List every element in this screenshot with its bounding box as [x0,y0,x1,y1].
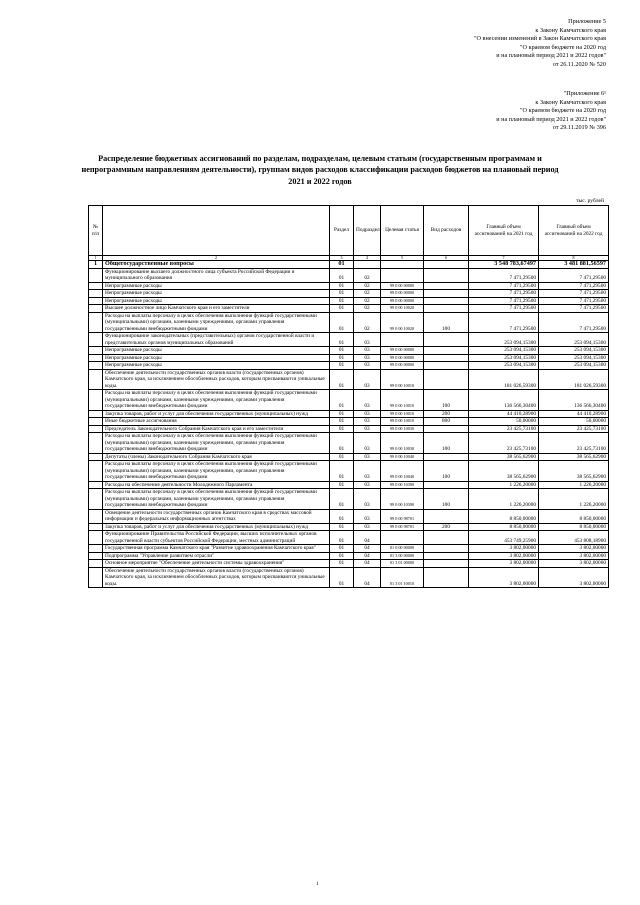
row-amount-2021: 7 471,29500 [469,305,539,313]
row-target-article: 99 0 00 98701 [381,523,424,531]
row-amount-2021: 181 026,59300 [469,369,539,390]
row-target-article [381,531,424,545]
row-amount-2022: 7 471,29500 [539,305,609,313]
row-name: Закупка товаров, работ и услуг для обеспечения государственных (муниципальных) нужд [103,523,330,531]
row-amount-2022: 181 026,59300 [539,369,609,390]
row-expense-type: 100 [424,312,469,333]
row-number [89,567,103,588]
table-row [89,552,609,560]
row-expense-type: 200 [424,523,469,531]
row-number [89,369,103,390]
row-amount-2022: 23 425,73100 [539,425,609,433]
row-number [89,523,103,531]
row-section: 01 [330,567,354,588]
row-name: Освещение деятельности государственных органов Камчатского края в средствах массовой информации и федеральных информационных агентствах [103,509,330,523]
row-subsection: 03 [354,333,381,347]
table-row [89,268,609,282]
row-name: Обеспечение деятельности государственных органов власти (государственных органов) Камчатского края, за исключением обособленных расходов, которым присваиваются уникальные коды. [103,369,330,390]
row-amount-2022: 7 471,29500 [539,290,609,298]
row-target-article: 99 0 00 10040 [381,453,424,461]
row-target-article: 99 0 00 10030 [381,425,424,433]
row-amount-2021: 7 471,29500 [469,312,539,333]
col-header-expense-type: Вид расходов [424,206,469,256]
row-name: Расходы на выплаты персоналу в целях обеспечения выполнения функций государственными (муниципальными) органами, казенными учреждениями, органами управления государственными внебюджетными фондами [103,433,330,454]
table-row [89,347,609,355]
row-expense-type [424,347,469,355]
table-row [89,390,609,411]
row-subsection: 03 [354,481,381,489]
col-header-2022: Главный объем ассигнований на 2022 год [539,206,609,256]
row-subsection: 02 [354,312,381,333]
table-row [89,418,609,426]
row-amount-2022: 3 802,00000 [539,560,609,568]
header-line: к Закону Камчатского края [535,98,606,106]
unit-label: тыс. рублей [576,198,604,204]
row-amount-2021: 38 565,62900 [469,453,539,461]
table-row [89,453,609,461]
table-row [89,333,609,347]
header-line: Приложение 5 [568,18,606,25]
row-amount-2021: 38 565,62900 [469,461,539,482]
row-amount-2022: 3 802,00000 [539,545,609,553]
row-number [89,297,103,305]
row-amount-2022: 136 566,30400 [539,390,609,411]
row-amount-2022: 253 094,15300 [539,354,609,362]
row-section: 01 [330,261,354,269]
row-target-article: 99 0 00 00000 [381,297,424,305]
row-number [89,282,103,290]
row-name: Высшее должностное лицо Камчатского края и его заместители [103,305,330,313]
row-number [89,433,103,454]
row-section: 01 [330,410,354,418]
row-section: 01 [330,461,354,482]
table-row [89,305,609,313]
row-expense-type: 100 [424,390,469,411]
row-section: 01 [330,362,354,370]
row-number [89,560,103,568]
row-number [89,268,103,282]
column-number: 8 [539,256,609,261]
row-expense-type [424,531,469,545]
appendix-header [474,18,606,70]
table-row [89,531,609,545]
header-line: "О внесении изменений в Закон Камчатского края [474,35,606,43]
row-subsection: 04 [354,552,381,560]
row-section: 01 [330,333,354,347]
row-target-article: 99 0 00 10010 [381,410,424,418]
row-expense-type: 100 [424,461,469,482]
row-target-article: 01 3 00 00000 [381,552,424,560]
row-amount-2022: 253 094,15300 [539,347,609,355]
row-amount-2022: 50,00000 [539,418,609,426]
row-expense-type [424,290,469,298]
row-section: 01 [330,560,354,568]
table-header-row [89,206,609,256]
row-amount-2022: 453 808,18900 [539,531,609,545]
row-number [89,425,103,433]
row-name: Расходы на обеспечение деятельности Молодежного Парламента [103,481,330,489]
row-target-article: 99 0 00 00000 [381,347,424,355]
row-expense-type [424,481,469,489]
row-subsection: 03 [354,362,381,370]
row-target-article: 99 0 00 10040 [381,461,424,482]
row-number [89,509,103,523]
row-amount-2021: 1 226,20000 [469,481,539,489]
row-expense-type [424,362,469,370]
row-name: Непрограммные расходы [103,347,330,355]
table-row [89,545,609,553]
row-section: 01 [330,347,354,355]
row-number [89,453,103,461]
row-number [89,410,103,418]
row-amount-2022: 38 565,62900 [539,461,609,482]
table-row [89,433,609,454]
header-line: "Приложение 6¹ [563,90,606,97]
column-number: 6 [424,256,469,261]
table-row [89,489,609,510]
row-amount-2021: 3 548 783,67497 [469,261,539,269]
row-name: Непрограммные расходы [103,282,330,290]
table-row [89,362,609,370]
row-section: 01 [330,523,354,531]
row-name: Иные бюджетные ассигнования [103,418,330,426]
budget-table [88,205,609,588]
row-amount-2021: 253 094,15300 [469,362,539,370]
row-amount-2021: 50,00000 [469,418,539,426]
row-amount-2022: 38 565,62900 [539,453,609,461]
row-amount-2022: 7 471,29500 [539,297,609,305]
row-expense-type: 100 [424,433,469,454]
table-row [89,425,609,433]
row-subsection [354,261,381,269]
row-amount-2021: 23 425,73100 [469,433,539,454]
row-expense-type: 200 [424,410,469,418]
row-amount-2021: 253 094,15300 [469,333,539,347]
row-subsection: 02 [354,305,381,313]
row-amount-2021: 253 094,15300 [469,347,539,355]
row-section: 01 [330,282,354,290]
header-line: от 26.11.2020 № 520 [552,60,606,68]
row-name: Функционирование высшего должностного лица субъекта Российской Федерации и муниципального образования [103,268,330,282]
row-expense-type [424,425,469,433]
row-amount-2022: 253 094,15300 [539,362,609,370]
row-amount-2022: 3 802,00000 [539,567,609,588]
row-subsection: 03 [354,489,381,510]
row-target-article: 99 0 00 10390 [381,481,424,489]
col-header-name [103,206,330,256]
row-expense-type [424,560,469,568]
row-expense-type: 100 [424,489,469,510]
row-section: 01 [330,481,354,489]
row-name: Расходы на выплаты персоналу в целях обеспечения выполнения функций государственными (муниципальными) органами, казенными учреждениями, органами управления государственными внебюджетными фондами [103,390,330,411]
column-number: 1 [89,256,103,261]
row-subsection: 03 [354,453,381,461]
row-section: 01 [330,545,354,553]
row-number [89,354,103,362]
row-target-article [381,268,424,282]
original-appendix-header [496,90,606,133]
row-number [89,418,103,426]
row-number [89,290,103,298]
row-expense-type [424,261,469,269]
row-amount-2022: 7 471,29500 [539,312,609,333]
row-subsection: 03 [354,390,381,411]
row-target-article: 01 3 01 00000 [381,560,424,568]
row-amount-2021: 8 850,00000 [469,523,539,531]
row-expense-type [424,552,469,560]
row-subsection: 03 [354,509,381,523]
col-header-target-article: Целевая статья [381,206,424,256]
table-row [89,567,609,588]
table-row [89,354,609,362]
row-name: Непрограммные расходы [103,297,330,305]
row-section: 01 [330,297,354,305]
row-target-article: 99 0 00 00000 [381,282,424,290]
row-name: Функционирование Правительства Российской Федерации, высших исполнительных органов государственной власти субъектов Российской Федерации, местных администраций [103,531,330,545]
row-number [89,333,103,347]
column-number: 7 [469,256,539,261]
row-amount-2021: 253 094,15300 [469,354,539,362]
row-target-article: 99 0 00 10390 [381,489,424,510]
header-line: и на плановый период 2021 и 2022 годов" [496,52,606,60]
row-subsection: 04 [354,560,381,568]
row-name: Расходы на выплаты персоналу в целях обеспечения выполнения функций государственными (муниципальными) органами, казенными учреждениями, органами управления государственными внебюджетными фондами [103,461,330,482]
row-subsection: 03 [354,410,381,418]
row-name: Обеспечение деятельности государственных органов власти (государственных органов) Камчатского края, за исключением обособленных расходов, которым присваиваются уникальные коды. [103,567,330,588]
table-row [89,297,609,305]
row-number [89,545,103,553]
row-subsection: 02 [354,290,381,298]
col-header-2021: Главный объем ассигнований на 2021 год [469,206,539,256]
row-number [89,481,103,489]
row-section: 01 [330,552,354,560]
row-target-article: 01 0 00 00000 [381,545,424,553]
row-amount-2022: 23 425,73100 [539,433,609,454]
row-subsection: 03 [354,425,381,433]
row-name: Государственная программа Камчатского края "Развитие здравоохранения Камчатского края" [103,545,330,553]
row-amount-2021: 3 802,00000 [469,552,539,560]
row-amount-2022: 8 850,00000 [539,523,609,531]
row-amount-2022: 1 226,20000 [539,481,609,489]
row-amount-2022: 7 471,29500 [539,268,609,282]
row-number [89,552,103,560]
row-number [89,489,103,510]
row-section: 01 [330,290,354,298]
table-row [89,560,609,568]
header-line: к Закону Камчатского края [535,26,606,34]
row-number [89,305,103,313]
row-subsection: 03 [354,354,381,362]
row-target-article: 99 0 00 10010 [381,418,424,426]
row-expense-type [424,354,469,362]
row-name: Непрограммные расходы [103,354,330,362]
row-subsection: 04 [354,545,381,553]
column-number: 4 [354,256,381,261]
column-number: 5 [381,256,424,261]
row-expense-type [424,369,469,390]
row-target-article: 99 0 00 00000 [381,354,424,362]
row-subsection: 03 [354,347,381,355]
row-section: 01 [330,453,354,461]
row-number [89,347,103,355]
row-name: Расходы на выплаты персоналу в целях обеспечения выполнения функций государственными (муниципальными) органами, казенными учреждениями, органами управления государственными внебюджетными фондами [103,489,330,510]
row-target-article: 99 0 00 10020 [381,305,424,313]
row-amount-2022: 3 481 881,56597 [539,261,609,269]
row-section: 01 [330,425,354,433]
row-section: 01 [330,268,354,282]
column-number: 2 [103,256,330,261]
header-line: "О краевом бюджете на 2020 год [520,107,606,115]
row-expense-type [424,282,469,290]
table-row [89,369,609,390]
row-amount-2021: 23 425,73100 [469,425,539,433]
row-target-article: 99 0 00 00000 [381,362,424,370]
row-number [89,531,103,545]
row-name: Общегосударственные вопросы [103,261,330,269]
row-section: 01 [330,433,354,454]
table-row [89,282,609,290]
row-target-article: 99 0 00 10010 [381,369,424,390]
row-target-article: 99 0 00 00000 [381,290,424,298]
row-target-article [381,261,424,269]
row-subsection: 04 [354,531,381,545]
row-amount-2021: 44 410,28900 [469,410,539,418]
row-amount-2021: 3 802,00000 [469,567,539,588]
row-target-article: 99 0 00 10030 [381,433,424,454]
row-name: Непрограммные расходы [103,362,330,370]
row-expense-type [424,297,469,305]
row-expense-type [424,545,469,553]
row-name: Функционирование законодательных (представительных) органов государственной власти и представительных органов муниципальных образований [103,333,330,347]
col-header-number: № п/п [89,206,103,256]
row-name: Расходы на выплаты персоналу в целях обеспечения выполнения функций государственными (муниципальными) органами, казенными учреждениями, органами управления государственными внебюджетными фондами [103,312,330,333]
row-subsection: 03 [354,433,381,454]
row-number [89,312,103,333]
row-amount-2021: 136 566,30400 [469,390,539,411]
row-amount-2021: 7 471,29500 [469,297,539,305]
row-target-article: 99 0 00 10020 [381,312,424,333]
table-row [89,290,609,298]
row-amount-2022: 3 802,00000 [539,552,609,560]
row-amount-2021: 3 802,00000 [469,560,539,568]
row-name: Закупка товаров, работ и услуг для обеспечения государственных (муниципальных) нужд [103,410,330,418]
table-row [89,261,609,269]
row-number: 1 [89,261,103,269]
row-name: Непрограммные расходы [103,290,330,298]
table-row [89,523,609,531]
row-name: Председатель Законодательного Собрания Камчатского края и его заместители [103,425,330,433]
row-subsection: 03 [354,369,381,390]
col-header-subsection: Подраздел [354,206,381,256]
table-row [89,509,609,523]
row-expense-type [424,509,469,523]
row-subsection: 03 [354,418,381,426]
table-row [89,312,609,333]
row-amount-2021: 453 749,25900 [469,531,539,545]
row-number [89,362,103,370]
row-subsection: 02 [354,268,381,282]
row-section: 01 [330,418,354,426]
row-section: 01 [330,305,354,313]
table-row [89,461,609,482]
row-name: Депутаты (члены) Законодательного Собрания Камчатского края [103,453,330,461]
row-amount-2021: 3 802,00000 [469,545,539,553]
row-amount-2021: 8 850,00000 [469,509,539,523]
row-section: 01 [330,390,354,411]
row-section: 01 [330,354,354,362]
row-amount-2022: 7 471,29500 [539,282,609,290]
col-header-section: Раздел [330,206,354,256]
row-amount-2022: 8 850,00000 [539,509,609,523]
row-name: Подпрограмма "Управление развитием отрасли" [103,552,330,560]
row-subsection: 03 [354,523,381,531]
row-amount-2021: 7 471,29500 [469,290,539,298]
row-section: 01 [330,369,354,390]
row-amount-2022: 44 410,28900 [539,410,609,418]
header-line: от 29.11.2019 № 396 [552,124,606,132]
row-amount-2021: 7 471,29500 [469,268,539,282]
row-section: 01 [330,531,354,545]
row-amount-2022: 1 226,20000 [539,489,609,510]
row-number [89,461,103,482]
row-target-article: 99 0 00 10010 [381,390,424,411]
row-subsection: 04 [354,567,381,588]
header-line: и на плановый период 2021 и 2022 годов" [496,115,606,123]
row-number [89,390,103,411]
row-section: 01 [330,489,354,510]
row-subsection: 02 [354,297,381,305]
row-expense-type [424,567,469,588]
row-expense-type [424,305,469,313]
row-section: 01 [330,509,354,523]
row-name: Основное мероприятие "Обеспечение деятельности системы здравоохранения" [103,560,330,568]
column-number: 3 [330,256,354,261]
row-expense-type: 800 [424,418,469,426]
row-subsection: 02 [354,282,381,290]
table-row [89,481,609,489]
header-line: "О краевом бюджете на 2020 год [520,43,606,51]
row-target-article: 01 3 01 10010 [381,567,424,588]
document-title: Распределение бюджетных ассигнований по разделам, подразделам, целевым статьям (государственным программам и непрограммным направлениям деятельности), группам видов расходов классификации расходов бюджетов на плановый период 2021 и 2022 годов [81,154,559,186]
row-amount-2021: 1 226,20000 [469,489,539,510]
row-target-article [381,333,424,347]
row-subsection: 03 [354,461,381,482]
row-amount-2021: 7 471,29500 [469,282,539,290]
table-row [89,410,609,418]
row-target-article: 99 0 00 98701 [381,509,424,523]
row-amount-2022: 253 094,15300 [539,333,609,347]
row-expense-type [424,333,469,347]
page-number: 1 [316,882,319,887]
row-expense-type [424,268,469,282]
row-section: 01 [330,312,354,333]
row-expense-type [424,453,469,461]
